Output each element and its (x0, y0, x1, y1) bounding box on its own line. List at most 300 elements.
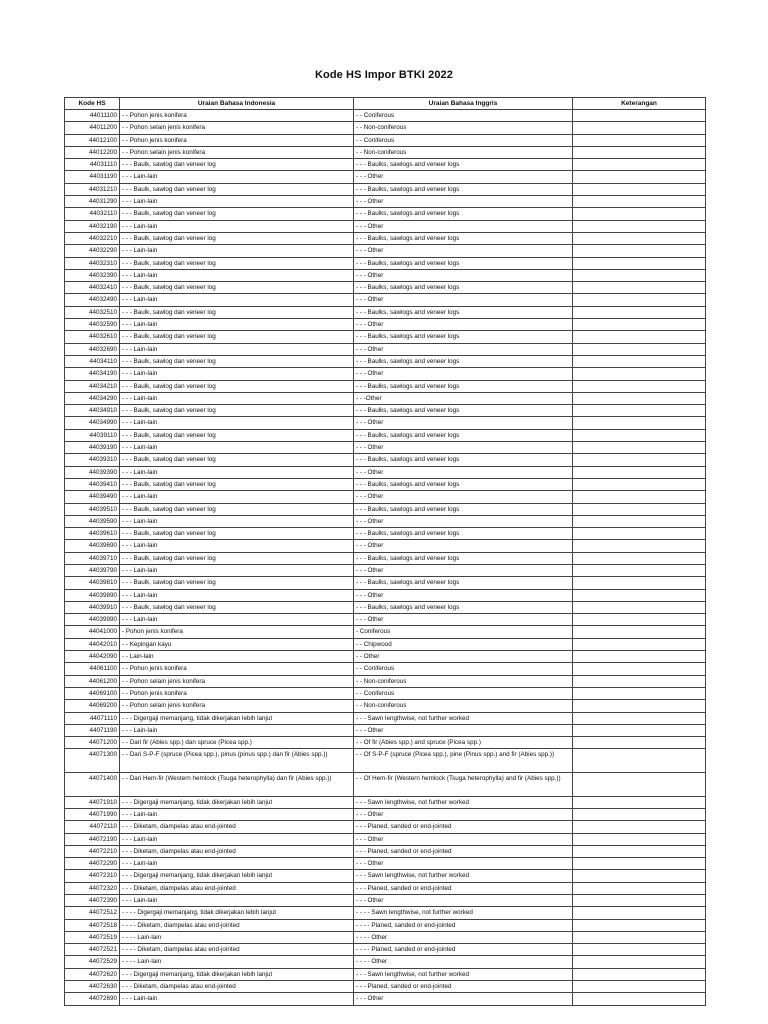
description-en-cell: - - - Other (354, 368, 573, 380)
remarks-cell (573, 907, 706, 919)
table-row (65, 306, 706, 318)
description-en-cell: - - - Other (354, 858, 573, 870)
table-row (65, 110, 706, 122)
remarks-cell (573, 931, 706, 943)
remarks-cell (573, 614, 706, 626)
description-en-cell: - - - Planed, sanded or end-jointed (354, 845, 573, 857)
table-row (65, 331, 706, 343)
remarks-cell (573, 749, 706, 773)
table-row (65, 712, 706, 724)
description-en-cell: - - - Baulks, sawlogs and veneer logs (354, 208, 573, 220)
description-en-cell: - - - Planed, sanded or end-jointed (354, 882, 573, 894)
hs-code-cell: 44071110 (65, 712, 120, 724)
description-id-cell: - - Pohon selain jenis konifera (120, 675, 354, 687)
table-body (65, 110, 706, 1006)
table-row (65, 368, 706, 380)
remarks-cell (573, 183, 706, 195)
description-en-cell: - - - Other (354, 417, 573, 429)
description-en-cell: - - - - Other (354, 956, 573, 968)
description-id-cell: - - - Lain-lain (120, 589, 354, 601)
hs-code-cell: 44039790 (65, 564, 120, 576)
description-en-cell: - - - Baulks, sawlogs and veneer logs (354, 355, 573, 367)
table-row (65, 944, 706, 956)
description-en-cell: - - - Other (354, 220, 573, 232)
table-row (65, 833, 706, 845)
description-id-cell: - - - Baulk, sawlog dan veneer log (120, 331, 354, 343)
description-id-cell: - - - Baulk, sawlog dan veneer log (120, 306, 354, 318)
hs-code-cell: 44072320 (65, 882, 120, 894)
hs-code-cell: 44031290 (65, 196, 120, 208)
hs-code-cell: 44031210 (65, 183, 120, 195)
hs-code-cell: 44071910 (65, 796, 120, 808)
table-row (65, 773, 706, 797)
remarks-cell (573, 724, 706, 736)
remarks-cell (573, 589, 706, 601)
remarks-cell (573, 343, 706, 355)
description-id-cell: - - Dari Hem-fir (Western hemlock (Tsuga heterophylla) dan fir (Abies spp.)) (120, 773, 354, 797)
description-id-cell: - - - Lain-lain (120, 808, 354, 820)
table-row (65, 392, 706, 404)
remarks-cell (573, 232, 706, 244)
description-en-cell: - - Coniferous (354, 687, 573, 699)
remarks-cell (573, 675, 706, 687)
table-row (65, 895, 706, 907)
hs-code-cell: 44042090 (65, 651, 120, 663)
description-id-cell: - - Pohon jenis konifera (120, 134, 354, 146)
remarks-cell (573, 796, 706, 808)
description-id-cell: - - Lain-lain (120, 651, 354, 663)
hs-code-table (64, 97, 706, 1006)
hs-code-cell: 44072210 (65, 845, 120, 857)
hs-code-cell: 44011100 (65, 110, 120, 122)
remarks-cell (573, 319, 706, 331)
table-row (65, 589, 706, 601)
description-en-cell: - - - Baulks, sawlogs and veneer logs (354, 232, 573, 244)
hs-code-cell: 44034910 (65, 405, 120, 417)
hs-code-cell: 44032210 (65, 232, 120, 244)
hs-code-cell: 44039390 (65, 466, 120, 478)
remarks-cell (573, 956, 706, 968)
remarks-cell (573, 968, 706, 980)
description-en-cell: - - - Baulks, sawlogs and veneer logs (354, 478, 573, 490)
description-id-cell: - - - Baulk, sawlog dan veneer log (120, 208, 354, 220)
remarks-cell (573, 368, 706, 380)
table-row (65, 159, 706, 171)
remarks-cell (573, 808, 706, 820)
description-id-cell: - - - Diketam, diampelas atau end-jointed (120, 882, 354, 894)
hs-code-cell: 44072521 (65, 944, 120, 956)
description-en-cell: - - - Baulks, sawlogs and veneer logs (354, 282, 573, 294)
table-row (65, 183, 706, 195)
description-id-cell: - Pohon jenis konifera (120, 626, 354, 638)
remarks-cell (573, 515, 706, 527)
description-id-cell: - - - Baulk, sawlog dan veneer log (120, 282, 354, 294)
table-row (65, 442, 706, 454)
remarks-cell (573, 380, 706, 392)
description-id-cell: - - - - Diketam, diampelas atau end-jointed (120, 919, 354, 931)
hs-code-cell: 44039590 (65, 515, 120, 527)
description-id-cell: - - - Baulk, sawlog dan veneer log (120, 503, 354, 515)
remarks-cell (573, 454, 706, 466)
description-en-cell: - - - Planed, sanded or end-jointed (354, 981, 573, 993)
table-row (65, 821, 706, 833)
remarks-cell (573, 257, 706, 269)
hs-code-cell: 44031110 (65, 159, 120, 171)
description-en-cell: - - - - Planed, sanded or end-jointed (354, 944, 573, 956)
description-id-cell: - - - Diketam, diampelas atau end-jointed (120, 821, 354, 833)
description-id-cell: - - Dari fir (Abies spp.) dan spruce (Picea spp.) (120, 737, 354, 749)
remarks-cell (573, 134, 706, 146)
hs-code-cell: 44072190 (65, 833, 120, 845)
description-en-cell: - - - Sawn lengthwise, not further worked (354, 968, 573, 980)
description-id-cell: - - Pohon selain jenis konifera (120, 146, 354, 158)
remarks-cell (573, 171, 706, 183)
description-en-cell: - - - Baulks, sawlogs and veneer logs (354, 454, 573, 466)
table-row (65, 528, 706, 540)
hs-code-cell: 44034190 (65, 368, 120, 380)
remarks-cell (573, 159, 706, 171)
remarks-cell (573, 663, 706, 675)
remarks-cell (573, 146, 706, 158)
description-id-cell: - - - Baulk, sawlog dan veneer log (120, 577, 354, 589)
hs-code-cell: 44072290 (65, 858, 120, 870)
description-en-cell: - - - Other (354, 269, 573, 281)
hs-code-cell: 44072620 (65, 968, 120, 980)
description-en-cell: - - - Baulks, sawlogs and veneer logs (354, 577, 573, 589)
header-keterangan: Keterangan (573, 98, 706, 110)
hs-code-cell: 44072630 (65, 981, 120, 993)
table-row (65, 294, 706, 306)
hs-code-cell: 44034110 (65, 355, 120, 367)
description-en-cell: - - Chipwood (354, 638, 573, 650)
table-row (65, 675, 706, 687)
remarks-cell (573, 944, 706, 956)
description-en-cell: - - - Other (354, 171, 573, 183)
table-row (65, 907, 706, 919)
description-en-cell: - - - Sawn lengthwise, not further worked (354, 870, 573, 882)
description-id-cell: - - - Digergaji memanjang, tidak dikerjakan lebih lanjut (120, 712, 354, 724)
description-en-cell: - - - Other (354, 564, 573, 576)
description-en-cell: - - - Other (354, 343, 573, 355)
table-row (65, 515, 706, 527)
description-en-cell: - - - Other (354, 614, 573, 626)
description-en-cell: - - Of S-P-F (spruce (Picea spp.), pine (Pinus spp.) and fir (Abies spp.)) (354, 749, 573, 773)
table-row (65, 319, 706, 331)
table-row (65, 870, 706, 882)
remarks-cell (573, 564, 706, 576)
remarks-cell (573, 773, 706, 797)
hs-code-cell: 44072519 (65, 931, 120, 943)
hs-code-cell: 44039190 (65, 442, 120, 454)
description-id-cell: - - - Lain-lain (120, 540, 354, 552)
description-id-cell: - - - Lain-lain (120, 343, 354, 355)
remarks-cell (573, 245, 706, 257)
remarks-cell (573, 895, 706, 907)
table-row (65, 808, 706, 820)
table-row (65, 968, 706, 980)
table-row (65, 577, 706, 589)
hs-code-cell: 44071200 (65, 737, 120, 749)
description-id-cell: - - - Lain-lain (120, 993, 354, 1005)
hs-code-cell: 44032110 (65, 208, 120, 220)
hs-code-cell: 44072529 (65, 956, 120, 968)
description-en-cell: - - Of fir (Abies spp.) and spruce (Picea spp.) (354, 737, 573, 749)
description-en-cell: - - - Baulks, sawlogs and veneer logs (354, 552, 573, 564)
remarks-cell (573, 122, 706, 134)
description-id-cell: - - - Lain-lain (120, 858, 354, 870)
table-row (65, 429, 706, 441)
hs-code-cell: 44072518 (65, 919, 120, 931)
table-row (65, 220, 706, 232)
hs-code-cell: 44039610 (65, 528, 120, 540)
description-id-cell: - - - Lain-lain (120, 833, 354, 845)
description-en-cell: - - - Other (354, 589, 573, 601)
description-id-cell: - - - Diketam, diampelas atau end-jointed (120, 981, 354, 993)
table-row (65, 282, 706, 294)
hs-code-cell: 44039710 (65, 552, 120, 564)
table-row (65, 651, 706, 663)
description-id-cell: - - - Baulk, sawlog dan veneer log (120, 183, 354, 195)
hs-code-cell: 44034990 (65, 417, 120, 429)
remarks-cell (573, 503, 706, 515)
description-id-cell: - - - - Lain-lain (120, 931, 354, 943)
description-en-cell: - - - Other (354, 515, 573, 527)
remarks-cell (573, 442, 706, 454)
table-row (65, 196, 706, 208)
hs-code-cell: 44071400 (65, 773, 120, 797)
description-en-cell: - - - Baulks, sawlogs and veneer logs (354, 405, 573, 417)
description-en-cell: - - - Baulks, sawlogs and veneer logs (354, 601, 573, 613)
hs-code-cell: 44069200 (65, 700, 120, 712)
remarks-cell (573, 601, 706, 613)
remarks-cell (573, 110, 706, 122)
description-en-cell: - - - Other (354, 724, 573, 736)
hs-code-cell: 44032410 (65, 282, 120, 294)
table-row (65, 269, 706, 281)
hs-code-cell: 44072690 (65, 993, 120, 1005)
description-en-cell: - - - Baulks, sawlogs and veneer logs (354, 503, 573, 515)
table-row (65, 466, 706, 478)
table-row (65, 355, 706, 367)
description-en-cell: - - - Baulks, sawlogs and veneer logs (354, 183, 573, 195)
table-row (65, 245, 706, 257)
description-id-cell: - - - Lain-lain (120, 515, 354, 527)
remarks-cell (573, 331, 706, 343)
description-id-cell: - - - Lain-lain (120, 417, 354, 429)
hs-code-cell: 44032610 (65, 331, 120, 343)
description-id-cell: - - Pohon selain jenis konifera (120, 700, 354, 712)
description-en-cell: - - - - Sawn lengthwise, not further worked (354, 907, 573, 919)
table-row (65, 663, 706, 675)
description-id-cell: - - - Baulk, sawlog dan veneer log (120, 232, 354, 244)
remarks-cell (573, 478, 706, 490)
table-row (65, 134, 706, 146)
table-row (65, 687, 706, 699)
header-kode-hs: Kode HS (65, 98, 120, 110)
remarks-cell (573, 208, 706, 220)
description-id-cell: - - - Digergaji memanjang, tidak dikerjakan lebih lanjut (120, 870, 354, 882)
remarks-cell (573, 466, 706, 478)
description-en-cell: - - - Sawn lengthwise, not further worked (354, 796, 573, 808)
remarks-cell (573, 220, 706, 232)
description-en-cell: - - - Other (354, 833, 573, 845)
table-row (65, 737, 706, 749)
hs-code-cell: 44061100 (65, 663, 120, 675)
description-en-cell: - - Non-coniferous (354, 675, 573, 687)
hs-code-cell: 44039990 (65, 614, 120, 626)
description-id-cell: - - Pohon selain jenis konifera (120, 122, 354, 134)
header-uraian-inggris: Uraian Bahasa Inggris (354, 98, 573, 110)
hs-code-cell: 44072512 (65, 907, 120, 919)
table-row (65, 638, 706, 650)
hs-code-cell: 44012200 (65, 146, 120, 158)
hs-code-cell: 44012100 (65, 134, 120, 146)
hs-code-cell: 44039490 (65, 491, 120, 503)
table-row (65, 491, 706, 503)
description-en-cell: - - Of Hem-fir (Western hemlock (Tsuga heterophylla) and fir (Abies spp.)) (354, 773, 573, 797)
remarks-cell (573, 821, 706, 833)
description-id-cell: - - - Lain-lain (120, 392, 354, 404)
table-row (65, 882, 706, 894)
table-row (65, 503, 706, 515)
description-id-cell: - - - Lain-lain (120, 196, 354, 208)
description-en-cell: - - - Baulks, sawlogs and veneer logs (354, 380, 573, 392)
table-row (65, 343, 706, 355)
description-id-cell: - - - Lain-lain (120, 895, 354, 907)
description-id-cell: - - - Lain-lain (120, 442, 354, 454)
remarks-cell (573, 626, 706, 638)
hs-code-cell: 44039890 (65, 589, 120, 601)
remarks-cell (573, 306, 706, 318)
description-id-cell: - - - Lain-lain (120, 319, 354, 331)
description-en-cell: - - - Sawn lengthwise, not further worked (354, 712, 573, 724)
remarks-cell (573, 269, 706, 281)
remarks-cell (573, 282, 706, 294)
hs-code-cell: 44039810 (65, 577, 120, 589)
hs-code-cell: 44039910 (65, 601, 120, 613)
description-id-cell: - - Dari S-P-F (spruce (Picea spp.), pinus (pinus spp.) dan fir (Abies spp.)) (120, 749, 354, 773)
remarks-cell (573, 845, 706, 857)
description-en-cell: - - Non-coniferous (354, 122, 573, 134)
description-id-cell: - - - Baulk, sawlog dan veneer log (120, 429, 354, 441)
remarks-cell (573, 712, 706, 724)
hs-code-cell: 44034290 (65, 392, 120, 404)
table-row (65, 146, 706, 158)
description-id-cell: - - - Baulk, sawlog dan veneer log (120, 478, 354, 490)
remarks-cell (573, 528, 706, 540)
hs-code-cell: 44039690 (65, 540, 120, 552)
description-en-cell: - - - Other (354, 895, 573, 907)
description-id-cell: - - - Baulk, sawlog dan veneer log (120, 601, 354, 613)
remarks-cell (573, 833, 706, 845)
description-en-cell: - - - Other (354, 442, 573, 454)
table-row (65, 257, 706, 269)
table-row (65, 796, 706, 808)
description-en-cell: - - - Baulks, sawlogs and veneer logs (354, 159, 573, 171)
table-row (65, 552, 706, 564)
remarks-cell (573, 540, 706, 552)
table-row (65, 919, 706, 931)
description-en-cell: - - - Baulks, sawlogs and veneer logs (354, 306, 573, 318)
description-id-cell: - - - Baulk, sawlog dan veneer log (120, 405, 354, 417)
hs-code-cell: 44032510 (65, 306, 120, 318)
description-en-cell: - - -Other (354, 392, 573, 404)
description-id-cell: - - - Lain-lain (120, 245, 354, 257)
table-row (65, 232, 706, 244)
description-en-cell: - - Coniferous (354, 110, 573, 122)
header-uraian-indonesia: Uraian Bahasa Indonesia (120, 98, 354, 110)
table-row (65, 700, 706, 712)
description-en-cell: - - - Baulks, sawlogs and veneer logs (354, 257, 573, 269)
description-id-cell: - - - Lain-lain (120, 491, 354, 503)
remarks-cell (573, 638, 706, 650)
table-row (65, 540, 706, 552)
table-row (65, 171, 706, 183)
hs-code-cell: 44032390 (65, 269, 120, 281)
hs-code-cell: 44071990 (65, 808, 120, 820)
description-en-cell: - - - Other (354, 294, 573, 306)
remarks-cell (573, 687, 706, 699)
table-row (65, 122, 706, 134)
description-id-cell: - - - Lain-lain (120, 368, 354, 380)
hs-code-cell: 44071190 (65, 724, 120, 736)
hs-code-cell: 44072390 (65, 895, 120, 907)
table-row (65, 626, 706, 638)
description-id-cell: - - - Baulk, sawlog dan veneer log (120, 257, 354, 269)
description-en-cell: - - - Baulks, sawlogs and veneer logs (354, 331, 573, 343)
remarks-cell (573, 700, 706, 712)
table-row (65, 749, 706, 773)
remarks-cell (573, 737, 706, 749)
description-id-cell: - - - Digergaji memanjang, tidak dikerjakan lebih lanjut (120, 968, 354, 980)
remarks-cell (573, 981, 706, 993)
description-id-cell: - - - Lain-lain (120, 564, 354, 576)
description-en-cell: - - - Other (354, 319, 573, 331)
description-id-cell: - - - Lain-lain (120, 220, 354, 232)
description-en-cell: - - - Other (354, 491, 573, 503)
description-en-cell: - - - Other (354, 993, 573, 1005)
description-en-cell: - - Coniferous (354, 663, 573, 675)
table-row (65, 858, 706, 870)
hs-code-cell: 44032690 (65, 343, 120, 355)
remarks-cell (573, 294, 706, 306)
table-row (65, 956, 706, 968)
hs-code-cell: 44039410 (65, 478, 120, 490)
hs-code-cell: 44031190 (65, 171, 120, 183)
description-en-cell: - - Non-coniferous (354, 700, 573, 712)
remarks-cell (573, 858, 706, 870)
description-id-cell: - - - Baulk, sawlog dan veneer log (120, 454, 354, 466)
hs-code-cell: 44039310 (65, 454, 120, 466)
remarks-cell (573, 405, 706, 417)
table-row (65, 993, 706, 1005)
hs-code-cell: 44032590 (65, 319, 120, 331)
remarks-cell (573, 355, 706, 367)
description-en-cell: - - - - Planed, sanded or end-jointed (354, 919, 573, 931)
description-id-cell: - - - Lain-lain (120, 171, 354, 183)
description-id-cell: - - - Lain-lain (120, 724, 354, 736)
table-row (65, 724, 706, 736)
hs-code-cell: 44032310 (65, 257, 120, 269)
remarks-cell (573, 870, 706, 882)
hs-code-cell: 44069100 (65, 687, 120, 699)
description-en-cell: - - - Baulks, sawlogs and veneer logs (354, 429, 573, 441)
description-id-cell: - - Pohon jenis konifera (120, 687, 354, 699)
description-en-cell: - - - Other (354, 196, 573, 208)
description-en-cell: - - Coniferous (354, 134, 573, 146)
description-id-cell: - - - Baulk, sawlog dan veneer log (120, 355, 354, 367)
description-id-cell: - - - Diketam, diampelas atau end-jointed (120, 845, 354, 857)
